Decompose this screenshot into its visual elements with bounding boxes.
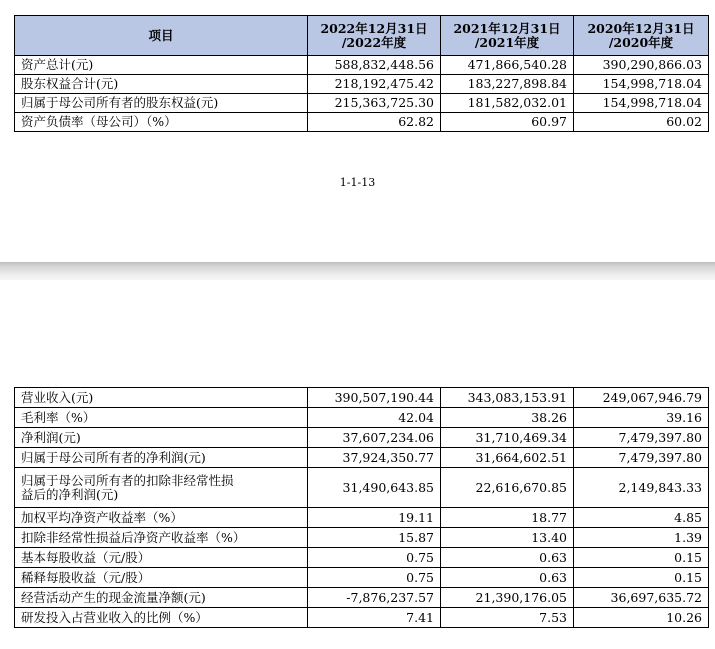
row-label: 资产总计(元) — [15, 56, 308, 75]
cell-2021: 60.97 — [441, 113, 574, 132]
row-label: 资产负债率（母公司）（%） — [15, 113, 308, 132]
table-row — [15, 468, 709, 508]
row-label: 经营活动产生的现金流量净额(元) — [15, 588, 308, 608]
row-label: 加权平均净资产收益率（%） — [15, 508, 308, 528]
cell-2021: 7.53 — [441, 608, 574, 628]
row-label: 基本每股收益（元/股） — [15, 548, 308, 568]
cell-2021: 343,083,153.91 — [441, 388, 574, 408]
cell-2022: 19.11 — [308, 508, 441, 528]
row-label: 营业收入(元) — [15, 388, 308, 408]
header-2020 — [574, 16, 709, 56]
cell-2021: 13.40 — [441, 528, 574, 548]
cell-2020: 390,290,866.03 — [574, 56, 709, 75]
cell-2020: 154,998,718.04 — [574, 75, 709, 94]
header-2020-line2: /2020年度 — [608, 34, 674, 50]
row-label: 研发投入占营业收入的比例（%） — [15, 608, 308, 628]
row-label-wrapped — [15, 468, 308, 508]
row-label: 稀释每股收益（元/股） — [15, 568, 308, 588]
cell-2021: 0.63 — [441, 548, 574, 568]
row-label-line1: 归属于母公司所有者的扣除非经常性损 — [21, 472, 234, 488]
row-label: 毛利率（%） — [15, 408, 308, 428]
table-row — [15, 408, 709, 428]
cell-2020: 154,998,718.04 — [574, 94, 709, 113]
cell-2022: 390,507,190.44 — [308, 388, 441, 408]
cell-2022: 37,924,350.77 — [308, 448, 441, 468]
cell-2022: 215,363,725.30 — [308, 94, 441, 113]
cell-2021: 31,664,602.51 — [441, 448, 574, 468]
table-row — [15, 388, 709, 408]
row-label: 归属于母公司所有者的净利润(元) — [15, 448, 308, 468]
row-label: 净利润(元) — [15, 428, 308, 448]
table-row — [15, 568, 709, 588]
cell-2021: 0.63 — [441, 568, 574, 588]
cell-2020: 7,479,397.80 — [574, 428, 709, 448]
cell-2022: 0.75 — [308, 568, 441, 588]
cell-2020: 36,697,635.72 — [574, 588, 709, 608]
cell-2021: 22,616,670.85 — [441, 468, 574, 508]
cell-2022: 31,490,643.85 — [308, 468, 441, 508]
cell-2021: 183,227,898.84 — [441, 75, 574, 94]
row-label: 归属于母公司所有者的股东权益(元) — [15, 94, 308, 113]
table-row — [15, 113, 709, 132]
cell-2022: 588,832,448.56 — [308, 56, 441, 75]
cell-2020: 1.39 — [574, 528, 709, 548]
cell-2020: 249,067,946.79 — [574, 388, 709, 408]
header-2022-line1: 2022年12月31日 — [320, 20, 428, 36]
cell-2021: 471,866,540.28 — [441, 56, 574, 75]
cell-2020: 39.16 — [574, 408, 709, 428]
cell-2020: 7,479,397.80 — [574, 448, 709, 468]
table-row — [15, 608, 709, 628]
cell-2022: 37,607,234.06 — [308, 428, 441, 448]
cell-2022: 218,192,475.42 — [308, 75, 441, 94]
header-2021-line2: /2021年度 — [474, 34, 540, 50]
table-row — [15, 508, 709, 528]
cell-2020: 2,149,843.33 — [574, 468, 709, 508]
header-item — [15, 16, 308, 56]
cell-2022: 62.82 — [308, 113, 441, 132]
page-separator — [0, 262, 715, 280]
income-table — [14, 387, 709, 628]
cell-2020: 10.26 — [574, 608, 709, 628]
row-label: 股东权益合计(元) — [15, 75, 308, 94]
row-label-line2: 益后的净利润(元) — [21, 486, 119, 502]
table-row — [15, 94, 709, 113]
cell-2020: 0.15 — [574, 548, 709, 568]
header-row — [15, 16, 709, 56]
header-2020-line1: 2020年12月31日 — [587, 20, 695, 36]
table-row — [15, 588, 709, 608]
header-2022-line2: /2022年度 — [341, 34, 407, 50]
cell-2021: 31,710,469.34 — [441, 428, 574, 448]
table-row — [15, 448, 709, 468]
cell-2021: 18.77 — [441, 508, 574, 528]
cell-2020: 0.15 — [574, 568, 709, 588]
table-row — [15, 56, 709, 75]
balance-table — [14, 15, 709, 132]
table-row — [15, 528, 709, 548]
page-top — [0, 0, 715, 262]
cell-2022: -7,876,237.57 — [308, 588, 441, 608]
cell-2022: 15.87 — [308, 528, 441, 548]
header-2021 — [441, 16, 574, 56]
header-2022 — [308, 16, 441, 56]
table-row — [15, 428, 709, 448]
row-label: 扣除非经常性损益后净资产收益率（%） — [15, 528, 308, 548]
cell-2021: 38.26 — [441, 408, 574, 428]
header-2021-line1: 2021年12月31日 — [453, 20, 561, 36]
cell-2022: 7.41 — [308, 608, 441, 628]
page-number: 1-1-13 — [339, 176, 376, 189]
table-row — [15, 548, 709, 568]
cell-2020: 60.02 — [574, 113, 709, 132]
table-row — [15, 75, 709, 94]
cell-2021: 21,390,176.05 — [441, 588, 574, 608]
header-item-label: 项目 — [148, 27, 174, 43]
cell-2020: 4.85 — [574, 508, 709, 528]
cell-2021: 181,582,032.01 — [441, 94, 574, 113]
cell-2022: 42.04 — [308, 408, 441, 428]
cell-2022: 0.75 — [308, 548, 441, 568]
